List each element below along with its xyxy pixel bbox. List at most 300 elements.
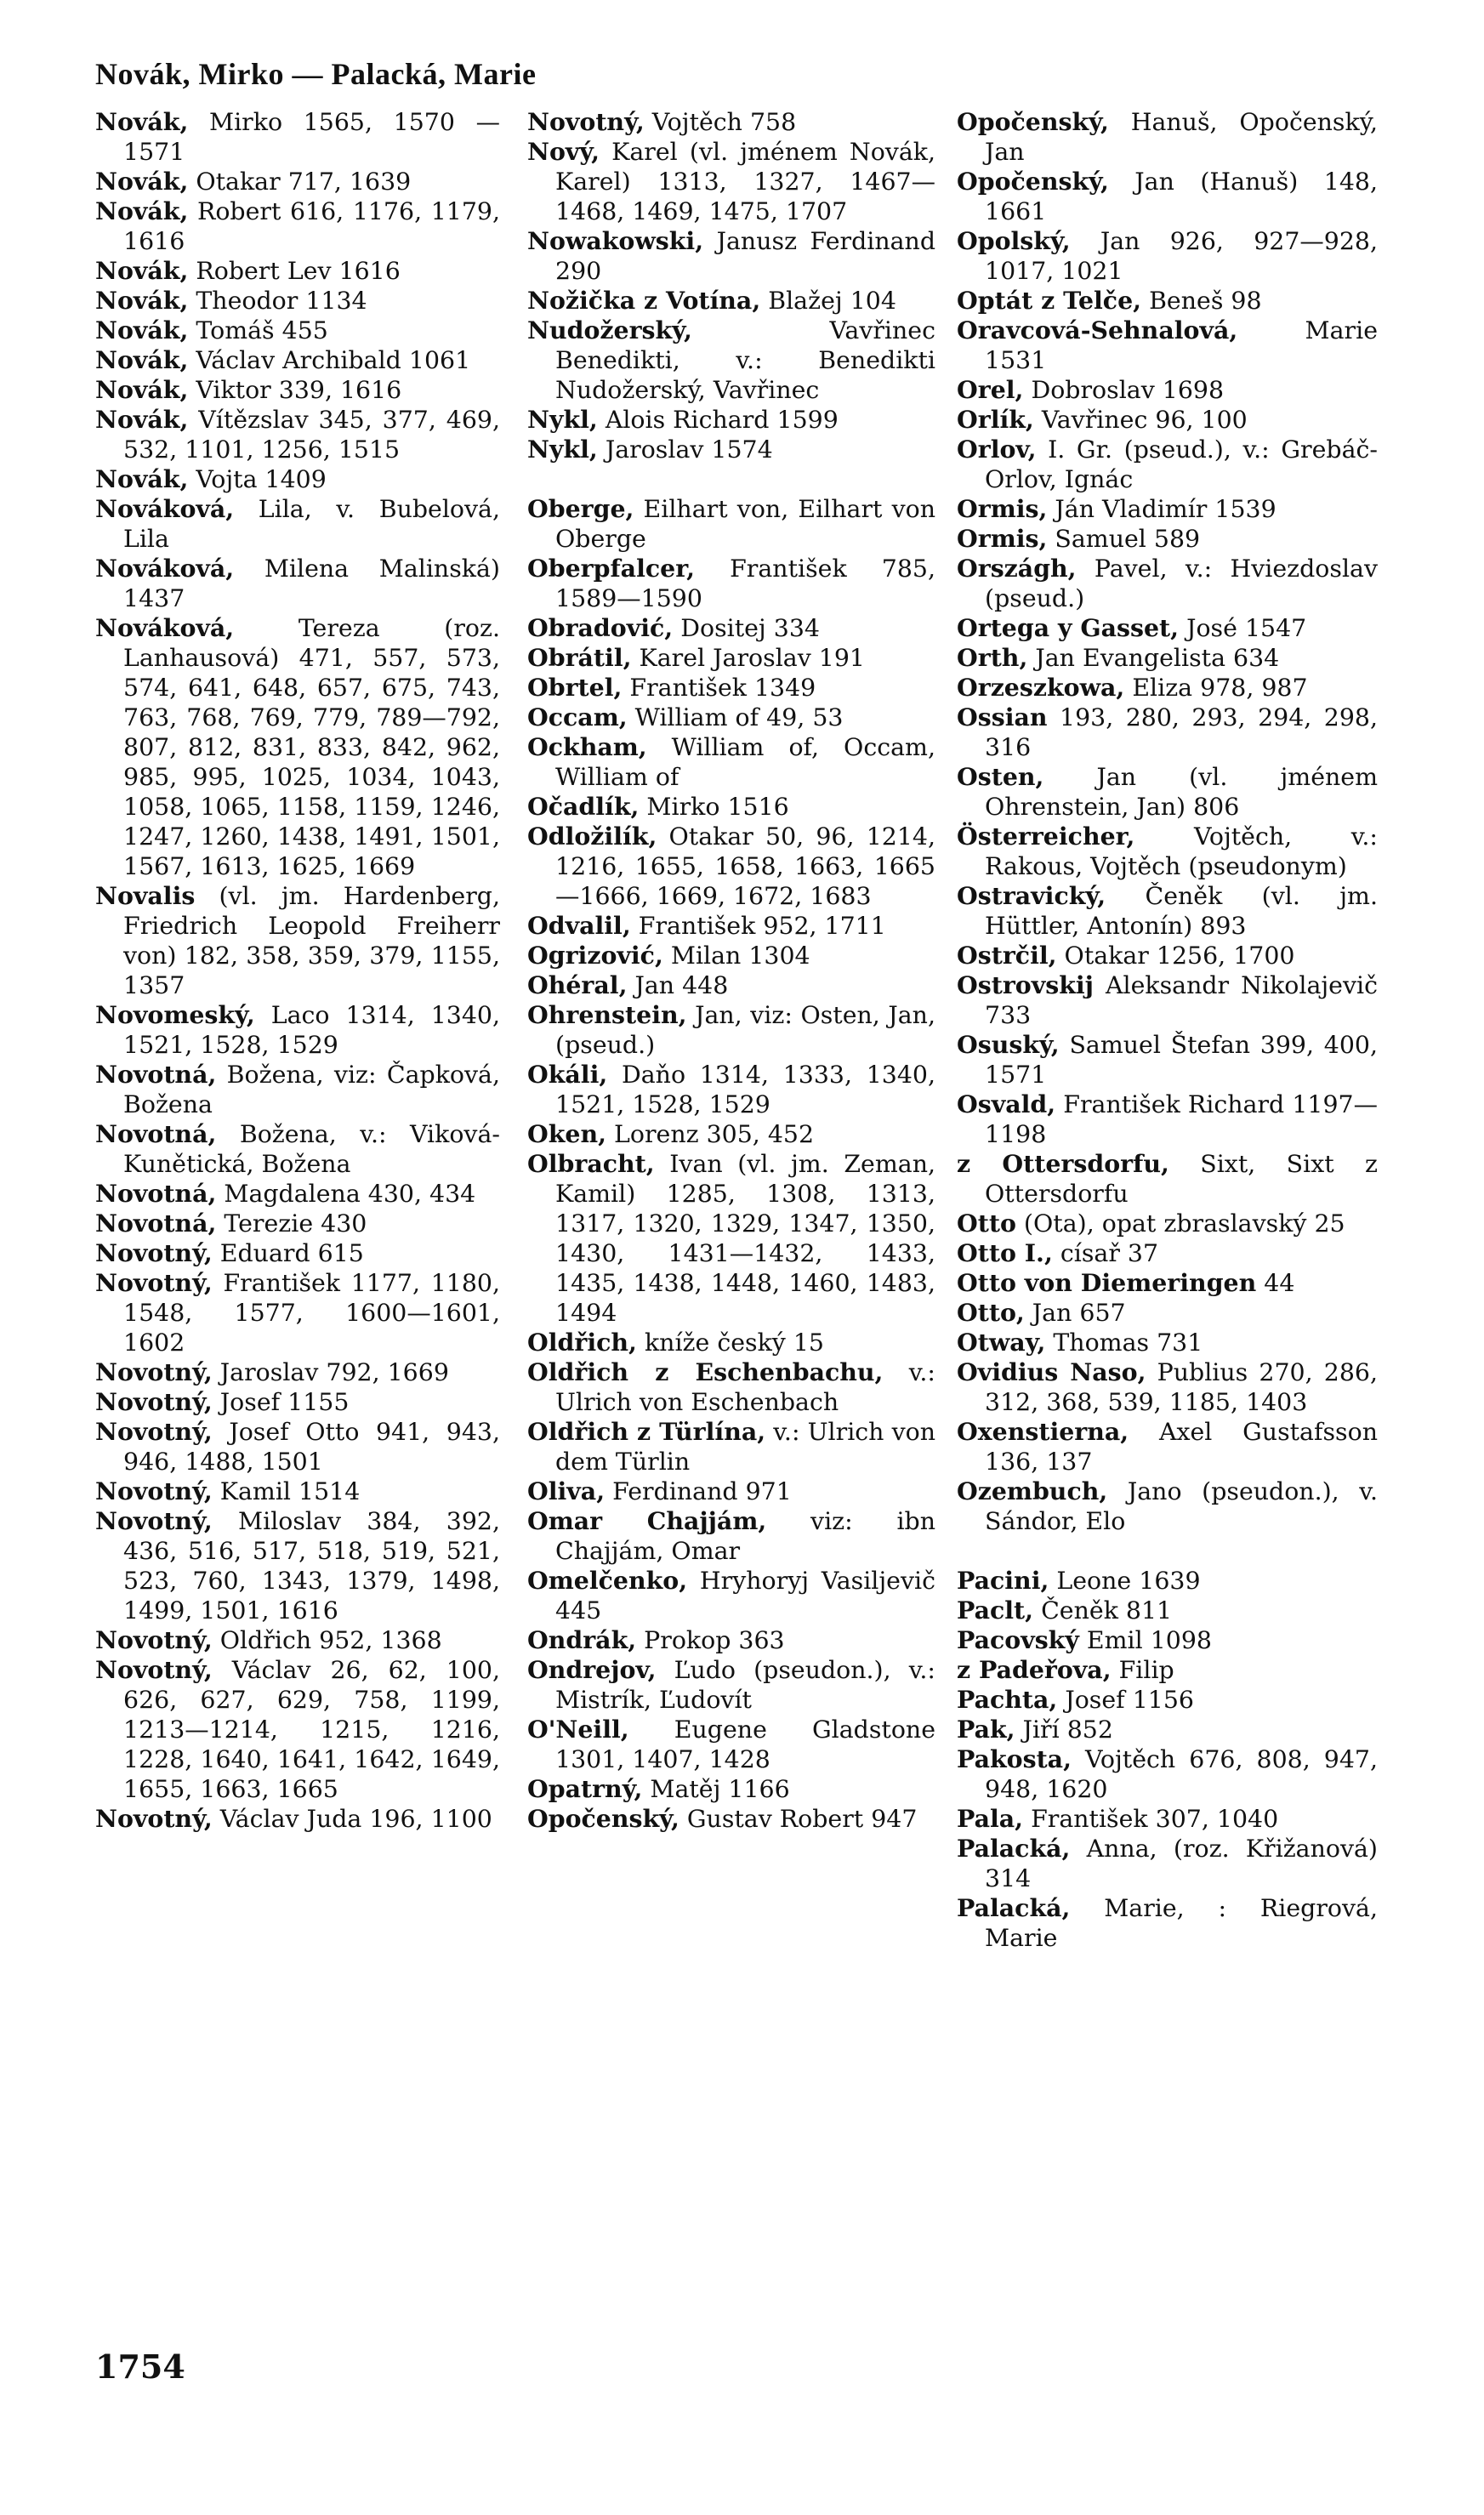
entry-heading: Orth, xyxy=(957,643,1028,672)
index-entry xyxy=(527,494,935,554)
entry-heading: Optát z Telče, xyxy=(957,286,1142,315)
index-entry xyxy=(527,286,935,316)
entry-heading: Novotný, xyxy=(95,1268,213,1297)
entry-heading: Palacká, xyxy=(957,1893,1071,1922)
entry-text: Oldřich 952, 1368 xyxy=(212,1626,442,1654)
index-entry xyxy=(957,881,1378,941)
index-entry xyxy=(527,970,935,1000)
entry-heading: Nykl, xyxy=(527,405,598,434)
entry-text: Vojta 1409 xyxy=(188,465,327,493)
entry-text: Eugene Gladstone 1301, 1407, 1428 xyxy=(555,1716,935,1773)
entry-text: František 1177, 1180, 1548, 1577, 1600—1601, 1602 xyxy=(123,1269,500,1357)
index-entry xyxy=(957,1834,1378,1893)
entry-heading: Okáli, xyxy=(527,1060,608,1089)
index-entry xyxy=(527,1328,935,1357)
entry-heading: Ohrenstein, xyxy=(527,1000,687,1029)
entry-text: Ján Vladimír 1539 xyxy=(1047,495,1276,523)
entry-text: Dositej 334 xyxy=(673,614,820,642)
index-entry xyxy=(527,554,935,613)
entry-heading: Oldřich, xyxy=(527,1328,637,1357)
entry-text: Václav 26, 62, 100, 626, 627, 629, 758, 1199, 1213—1214, 1215, 1216, 1228, 1640, 1641, 1642, 1649, 1655, 1663, 1665 xyxy=(123,1656,500,1803)
entry-text: I. Gr. (pseud.), v.: Grebáč-Orlov, Ignác xyxy=(985,435,1378,493)
index-entry xyxy=(95,1357,500,1387)
entry-heading: Novotný, xyxy=(95,1625,213,1654)
entry-heading: z Padeřova, xyxy=(957,1655,1112,1684)
entry-heading: Nykl, xyxy=(527,435,598,464)
index-entry xyxy=(95,1804,500,1834)
entry-text: Vavřinec 96, 100 xyxy=(1033,406,1248,434)
index-entry xyxy=(95,167,500,196)
entry-text: Kamil 1514 xyxy=(212,1477,361,1505)
index-entry xyxy=(527,643,935,673)
index-entry xyxy=(957,286,1378,316)
entry-heading: Orlov, xyxy=(957,435,1037,464)
index-entry xyxy=(957,316,1378,375)
entry-text: Josef 1156 xyxy=(1057,1686,1194,1714)
entry-text: Jiří 852 xyxy=(1015,1716,1113,1744)
entry-text: Sixt, Sixt z Ottersdorfu xyxy=(985,1150,1378,1208)
entry-heading: Pak, xyxy=(957,1715,1015,1744)
entry-heading: Osten, xyxy=(957,762,1044,791)
entry-heading: Ossian xyxy=(957,703,1048,731)
entry-heading: Novotný, xyxy=(527,107,645,136)
index-column-left xyxy=(95,107,500,1834)
entry-heading: Očadlík, xyxy=(527,792,640,821)
index-entry xyxy=(957,1566,1378,1596)
entry-text: Čeněk 811 xyxy=(1033,1596,1173,1625)
index-entry xyxy=(527,1060,935,1119)
index-entry xyxy=(527,822,935,911)
entry-heading: Olbracht, xyxy=(527,1149,655,1178)
index-entry xyxy=(95,494,500,554)
entry-text: Václav Archibald 1061 xyxy=(188,346,471,374)
entry-heading: Ockham, xyxy=(527,732,647,761)
entry-heading: Osvald, xyxy=(957,1090,1056,1118)
entry-text: Ivan (vl. jm. Zeman, Kamil) 1285, 1308, 1313, 1317, 1320, 1329, 1347, 1350, 1430, 1431—1432, 1433, 1435, 1438, 1448, 1460, 1483, 1494 xyxy=(555,1150,935,1327)
entry-text: Samuel 589 xyxy=(1047,525,1201,553)
index-entry xyxy=(527,1000,935,1060)
entry-text: František 952, 1711 xyxy=(630,912,886,940)
index-entry xyxy=(95,375,500,405)
entry-heading: Pakosta, xyxy=(957,1744,1072,1773)
entry-text: Blažej 104 xyxy=(760,287,896,315)
index-entry xyxy=(95,1179,500,1209)
entry-text: Matěj 1166 xyxy=(642,1775,790,1803)
entry-heading: Otto xyxy=(957,1209,1016,1238)
entry-text: Vojtěch 758 xyxy=(644,108,797,136)
entry-text: (vl. jm. Hardenberg, Friedrich Leopold Freiherr von) 182, 358, 359, 379, 1155, 1357 xyxy=(123,882,500,999)
entry-heading: Országh, xyxy=(957,554,1077,583)
entry-heading: Ostravický, xyxy=(957,881,1106,910)
entry-text: Hryhoryj Vasiljevič 445 xyxy=(555,1567,935,1625)
entry-text: Samuel Štefan 399, 400, 1571 xyxy=(985,1031,1378,1089)
entry-heading: Ormis, xyxy=(957,494,1048,523)
entry-text: 193, 280, 293, 294, 298, 316 xyxy=(985,703,1378,761)
index-entry xyxy=(95,1238,500,1268)
entry-heading: Oldřich z Türlína, xyxy=(527,1417,766,1446)
index-column-right xyxy=(957,107,1378,1953)
index-entry xyxy=(957,941,1378,970)
entry-heading: Osuský, xyxy=(957,1030,1060,1059)
entry-text: Eliza 978, 987 xyxy=(1124,674,1308,702)
entry-heading: Otto I., xyxy=(957,1238,1053,1267)
entry-heading: Nováková, xyxy=(95,554,235,583)
entry-heading: Novák, xyxy=(95,107,189,136)
entry-text: Jan 657 xyxy=(1024,1299,1126,1327)
entry-text: František Richard 1197—1198 xyxy=(985,1090,1378,1148)
entry-text: Filip xyxy=(1111,1656,1174,1684)
index-entry xyxy=(527,1625,935,1655)
entry-heading: Palacká, xyxy=(957,1834,1071,1863)
entry-text: Božena, v.: Viková-Kunětická, Božena xyxy=(123,1120,500,1178)
entry-heading: Ormis, xyxy=(957,524,1048,553)
index-entry xyxy=(527,226,935,286)
index-entry xyxy=(527,1119,935,1149)
index-entry xyxy=(957,970,1378,1030)
entry-heading: Obradović, xyxy=(527,613,674,642)
index-entry xyxy=(95,196,500,256)
index-entry xyxy=(957,613,1378,643)
entry-heading: Novalis xyxy=(95,881,196,910)
entry-heading: Nudožerský, xyxy=(527,316,692,344)
entry-heading: Odložilík, xyxy=(527,822,657,851)
entry-text: Gustav Robert 947 xyxy=(679,1805,918,1833)
index-column-middle xyxy=(527,107,935,1834)
entry-text: Josef Otto 941, 943, 946, 1488, 1501 xyxy=(123,1418,500,1476)
entry-text: Jan 448 xyxy=(627,971,729,999)
entry-text: Axel Gustafsson 136, 137 xyxy=(985,1418,1378,1476)
entry-heading: Ogrizović, xyxy=(527,941,663,970)
entry-text: Vojtěch, v.: Rakous, Vojtěch (pseudonym) xyxy=(985,822,1378,880)
index-entry xyxy=(95,881,500,1000)
entry-text: Vavřinec Benedikti, v.: Benedikti Nudožerský, Vavřinec xyxy=(555,316,935,404)
entry-text: Jaroslav 792, 1669 xyxy=(212,1358,449,1386)
entry-text: Jano (pseudon.), v. Sándor, Elo xyxy=(985,1477,1378,1535)
entry-heading: Österreicher, xyxy=(957,822,1135,851)
entry-text: Jaroslav 1574 xyxy=(597,435,773,464)
entry-text: Otakar 50, 96, 1214, 1216, 1655, 1658, 1663, 1665—1666, 1669, 1672, 1683 xyxy=(555,822,935,910)
index-entry xyxy=(95,1417,500,1477)
entry-heading: Novotná, xyxy=(95,1060,217,1089)
entry-heading: Odvalil, xyxy=(527,911,631,940)
entry-text: Božena, viz: Čapková, Božena xyxy=(123,1061,500,1118)
entry-text: Josef 1155 xyxy=(212,1388,350,1416)
entry-heading: Novák, xyxy=(95,375,189,404)
index-entry xyxy=(957,1417,1378,1477)
entry-heading: Novotná, xyxy=(95,1179,217,1208)
entry-text: František 307, 1040 xyxy=(1023,1805,1279,1833)
index-entry xyxy=(527,1774,935,1804)
entry-text: viz: ibn Chajjám, Omar xyxy=(555,1507,935,1565)
index-entry xyxy=(95,1060,500,1119)
entry-heading: Novotný, xyxy=(95,1417,213,1446)
entry-heading: Novák, xyxy=(95,464,189,493)
index-entry xyxy=(95,464,500,494)
entry-heading: Ostrovskij xyxy=(957,970,1094,999)
entry-text: Jan Evangelista 634 xyxy=(1027,644,1280,672)
entry-text: Jan 926, 927—928, 1017, 1021 xyxy=(985,227,1378,285)
index-entry xyxy=(957,673,1378,703)
entry-text: (Ota), opat zbraslavský 25 xyxy=(1015,1209,1345,1238)
entry-text: Jan (vl. jménem Ohrenstein, Jan) 806 xyxy=(985,763,1378,821)
entry-heading: Novotný, xyxy=(95,1506,213,1535)
entry-text: kníže český 15 xyxy=(636,1329,824,1357)
index-entry xyxy=(95,1625,500,1655)
entry-heading: Ondrejov, xyxy=(527,1655,657,1684)
index-entry xyxy=(95,345,500,375)
entry-heading: Oravcová-Sehnalová, xyxy=(957,316,1238,344)
entry-heading: Oberpfalcer, xyxy=(527,554,695,583)
entry-heading: Occam, xyxy=(527,703,628,731)
entry-heading: Novotný, xyxy=(95,1238,213,1267)
entry-text: Alois Richard 1599 xyxy=(597,406,839,434)
index-entry xyxy=(527,732,935,792)
index-entry xyxy=(957,1328,1378,1357)
index-entry xyxy=(957,524,1378,554)
entry-heading: Nožička z Votína, xyxy=(527,286,761,315)
entry-heading: Ozembuch, xyxy=(957,1477,1108,1505)
index-entry xyxy=(95,286,500,316)
entry-heading: Paclt, xyxy=(957,1596,1034,1625)
entry-heading: Novotný, xyxy=(95,1357,213,1386)
entry-text: Karel Jaroslav 191 xyxy=(631,644,865,672)
entry-heading: Nowakowski, xyxy=(527,226,704,255)
index-entry xyxy=(527,1417,935,1477)
index-entry xyxy=(95,1268,500,1357)
index-entry xyxy=(527,1715,935,1774)
entry-text: William of 49, 53 xyxy=(627,703,844,731)
entry-text: Aleksandr Nikolajevič 733 xyxy=(985,971,1378,1029)
index-entry xyxy=(957,405,1378,435)
index-entry xyxy=(527,941,935,970)
index-entry xyxy=(527,137,935,226)
entry-text: Pavel, v.: Hviezdoslav (pseud.) xyxy=(985,555,1378,612)
entry-heading: Opolský, xyxy=(957,226,1071,255)
entry-heading: Otto von Diemeringen xyxy=(957,1268,1257,1297)
entry-text: Vojtěch 676, 808, 947, 948, 1620 xyxy=(985,1745,1378,1803)
index-entry xyxy=(957,643,1378,673)
entry-text: 44 xyxy=(1256,1269,1295,1297)
entry-heading: Novomeský, xyxy=(95,1000,255,1029)
index-entry xyxy=(957,1090,1378,1149)
index-entry xyxy=(527,673,935,703)
entry-text: v.: Ulrich von dem Türlin xyxy=(555,1418,935,1476)
index-entry xyxy=(527,911,935,941)
entry-heading: Ortega y Gasset, xyxy=(957,613,1180,642)
index-entry xyxy=(527,435,935,464)
entry-heading: Oliva, xyxy=(527,1477,606,1505)
entry-heading: Ovidius Naso, xyxy=(957,1357,1146,1386)
entry-text: Milena Malinská) 1437 xyxy=(123,555,500,612)
index-entry xyxy=(527,703,935,732)
index-entry xyxy=(957,1357,1378,1417)
entry-heading: Obrátil, xyxy=(527,643,632,672)
entry-text: Publius 270, 286, 312, 368, 539, 1185, 1403 xyxy=(985,1358,1379,1416)
entry-heading: Novák, xyxy=(95,256,189,285)
index-entry xyxy=(957,1893,1378,1953)
entry-heading: Oldřich z Eschenbachu, xyxy=(527,1357,884,1386)
index-entry xyxy=(527,1506,935,1566)
entry-heading: Novák, xyxy=(95,405,189,434)
index-entry xyxy=(957,1804,1378,1834)
entry-text: Tereza (roz. Lanhausová) 471, 557, 573, 574, 641, 648, 657, 675, 743, 763, 768, 769, 779, 789—792, 807, 812, 831, 833, 842, 962, 985, 995, 1025, 1034, 1043, 1058, 1065, 1158, 1159, 1246, 1247, 1260, 1438, 1491, 1501, 1567, 1613, 1625, 1669 xyxy=(123,614,500,880)
entry-heading: Ohéral, xyxy=(527,970,628,999)
index-entry xyxy=(95,1506,500,1625)
entry-text: František 785, 1589—1590 xyxy=(555,555,935,612)
entry-heading: Novák, xyxy=(95,316,189,344)
index-entry xyxy=(527,1566,935,1625)
entry-heading: Novotná, xyxy=(95,1119,217,1148)
index-entry xyxy=(957,167,1378,226)
index-entry xyxy=(957,1655,1378,1685)
index-entry xyxy=(527,107,935,137)
entry-text: císař 37 xyxy=(1052,1239,1159,1267)
entry-heading: Novotný, xyxy=(95,1387,213,1416)
entry-heading: z Ottersdorfu, xyxy=(957,1149,1169,1178)
entry-text: Magdalena 430, 434 xyxy=(216,1180,476,1208)
entry-text: Lorenz 305, 452 xyxy=(606,1120,815,1148)
entry-heading: Otway, xyxy=(957,1328,1046,1357)
index-entry xyxy=(95,1119,500,1179)
index-entry xyxy=(957,375,1378,405)
index-entry xyxy=(957,1625,1378,1655)
entry-text: Tomáš 455 xyxy=(188,316,328,344)
index-entry xyxy=(527,1357,935,1417)
index-entry xyxy=(527,1804,935,1834)
index-entry xyxy=(95,316,500,345)
page-header: Novák, Mirko — Palacká, Marie xyxy=(95,57,537,91)
entry-text: Karel (vl. jménem Novák, Karel) 1313, 1327, 1467—1468, 1469, 1475, 1707 xyxy=(555,138,935,225)
entry-text: Otakar 1256, 1700 xyxy=(1056,942,1295,970)
entry-text: Mirko 1565, 1570 —1571 xyxy=(123,108,500,166)
index-entry xyxy=(957,703,1378,762)
entry-heading: Ondrák, xyxy=(527,1625,637,1654)
entry-heading: Obrtel, xyxy=(527,673,623,702)
entry-text: Otakar 717, 1639 xyxy=(188,168,412,196)
entry-text: Janusz Ferdinand 290 xyxy=(555,227,935,285)
index-entry xyxy=(957,1268,1378,1298)
entry-text: Lila, v. Bubelová, Lila xyxy=(123,495,500,553)
entry-heading: Novák, xyxy=(95,286,189,315)
index-entry xyxy=(95,1655,500,1804)
index-entry xyxy=(95,1387,500,1417)
index-entry xyxy=(957,1715,1378,1744)
entry-heading: Opatrný, xyxy=(527,1774,643,1803)
entry-text: Laco 1314, 1340, 1521, 1528, 1529 xyxy=(123,1001,500,1059)
entry-text: Dobroslav 1698 xyxy=(1023,376,1225,404)
index-entry xyxy=(957,822,1378,881)
index-entry xyxy=(957,1744,1378,1804)
index-entry xyxy=(957,494,1378,524)
entry-text: Prokop 363 xyxy=(636,1626,785,1654)
index-entry xyxy=(957,107,1378,167)
entry-heading: Novák, xyxy=(95,345,189,374)
entry-text: Robert Lev 1616 xyxy=(188,257,401,285)
entry-text: José 1547 xyxy=(1179,614,1307,642)
entry-heading: Oken, xyxy=(527,1119,606,1148)
index-entry xyxy=(957,1477,1378,1536)
entry-text: Eduard 615 xyxy=(212,1239,364,1267)
entry-text: Jan, viz: Osten, Jan, (pseud.) xyxy=(555,1001,935,1059)
entry-heading: Oberge, xyxy=(527,494,634,523)
index-entry xyxy=(95,613,500,881)
entry-heading: Pacini, xyxy=(957,1566,1049,1595)
index-entry xyxy=(957,762,1378,822)
index-entry xyxy=(95,554,500,613)
entry-text: Hanuš, Opočenský, Jan xyxy=(985,108,1378,166)
entry-text: Marie, : Riegrová, Marie xyxy=(985,1894,1378,1952)
entry-text: Ferdinand 971 xyxy=(605,1477,792,1505)
index-entry xyxy=(527,316,935,405)
entry-text: Eilhart von, Eilhart von Oberge xyxy=(555,495,935,553)
entry-heading: Nový, xyxy=(527,137,600,166)
index-entry xyxy=(527,1477,935,1506)
entry-heading: Novotný, xyxy=(95,1477,213,1505)
entry-text: Daňo 1314, 1333, 1340, 1521, 1528, 1529 xyxy=(555,1061,935,1118)
entry-heading: Novotný, xyxy=(95,1655,213,1684)
index-entry xyxy=(527,1149,935,1328)
entry-heading: Pala, xyxy=(957,1804,1024,1833)
entry-heading: Pachta, xyxy=(957,1685,1058,1714)
index-entry xyxy=(95,405,500,464)
index-entry xyxy=(957,1209,1378,1238)
entry-text: Beneš 98 xyxy=(1141,287,1262,315)
entry-text: Anna, (roz. Křižanová) 314 xyxy=(985,1835,1378,1892)
entry-text: Milan 1304 xyxy=(662,942,810,970)
entry-text: Mirko 1516 xyxy=(639,793,789,821)
entry-heading: Opočenský, xyxy=(527,1804,679,1833)
index-entry xyxy=(957,435,1378,494)
entry-text: Ľudo (pseudon.), v.: Mistrík, Ľudovít xyxy=(555,1656,935,1714)
index-entry xyxy=(527,792,935,822)
entry-text: Emil 1098 xyxy=(1078,1626,1212,1654)
index-entry xyxy=(527,405,935,435)
entry-heading: Orzeszkowa, xyxy=(957,673,1125,702)
entry-heading: Orel, xyxy=(957,375,1024,404)
entry-heading: Opočenský, xyxy=(957,167,1109,196)
index-entry xyxy=(957,1596,1378,1625)
index-entry xyxy=(95,1000,500,1060)
entry-text: William of, Occam, William of xyxy=(555,733,935,791)
entry-heading: Omelčenko, xyxy=(527,1566,688,1595)
entry-heading: Opočenský, xyxy=(957,107,1109,136)
index-entry xyxy=(95,107,500,167)
index-entry xyxy=(95,1477,500,1506)
index-entry xyxy=(95,256,500,286)
entry-text: Václav Juda 196, 1100 xyxy=(212,1805,492,1833)
entry-text: Miloslav 384, 392, 436, 516, 517, 518, 519, 521, 523, 760, 1343, 1379, 1498, 1499, 1501, 1616 xyxy=(123,1507,500,1625)
index-entry xyxy=(957,1685,1378,1715)
entry-heading: Orlík, xyxy=(957,405,1034,434)
index-entry xyxy=(957,226,1378,286)
entry-text: Vítězslav 345, 377, 469, 532, 1101, 1256, 1515 xyxy=(123,406,500,464)
index-entry xyxy=(957,554,1378,613)
index-entry xyxy=(527,1655,935,1715)
entry-heading: Otto, xyxy=(957,1298,1025,1327)
index-entry xyxy=(957,1030,1378,1090)
index-entry xyxy=(957,1298,1378,1328)
entry-text: v.: Ulrich von Eschenbach xyxy=(555,1358,935,1416)
entry-heading: O'Neill, xyxy=(527,1715,629,1744)
entry-text: Marie 1531 xyxy=(985,316,1378,374)
entry-heading: Novák, xyxy=(95,196,189,225)
entry-heading: Novotný, xyxy=(95,1804,213,1833)
entry-text: Jan (Hanuš) 148, 1661 xyxy=(985,168,1378,225)
entry-heading: Nováková, xyxy=(95,613,235,642)
entry-heading: Pacovský xyxy=(957,1625,1079,1654)
entry-text: Čeněk (vl. jm. Hüttler, Antonín) 893 xyxy=(985,882,1378,940)
entry-heading: Ostrčil, xyxy=(957,941,1057,970)
